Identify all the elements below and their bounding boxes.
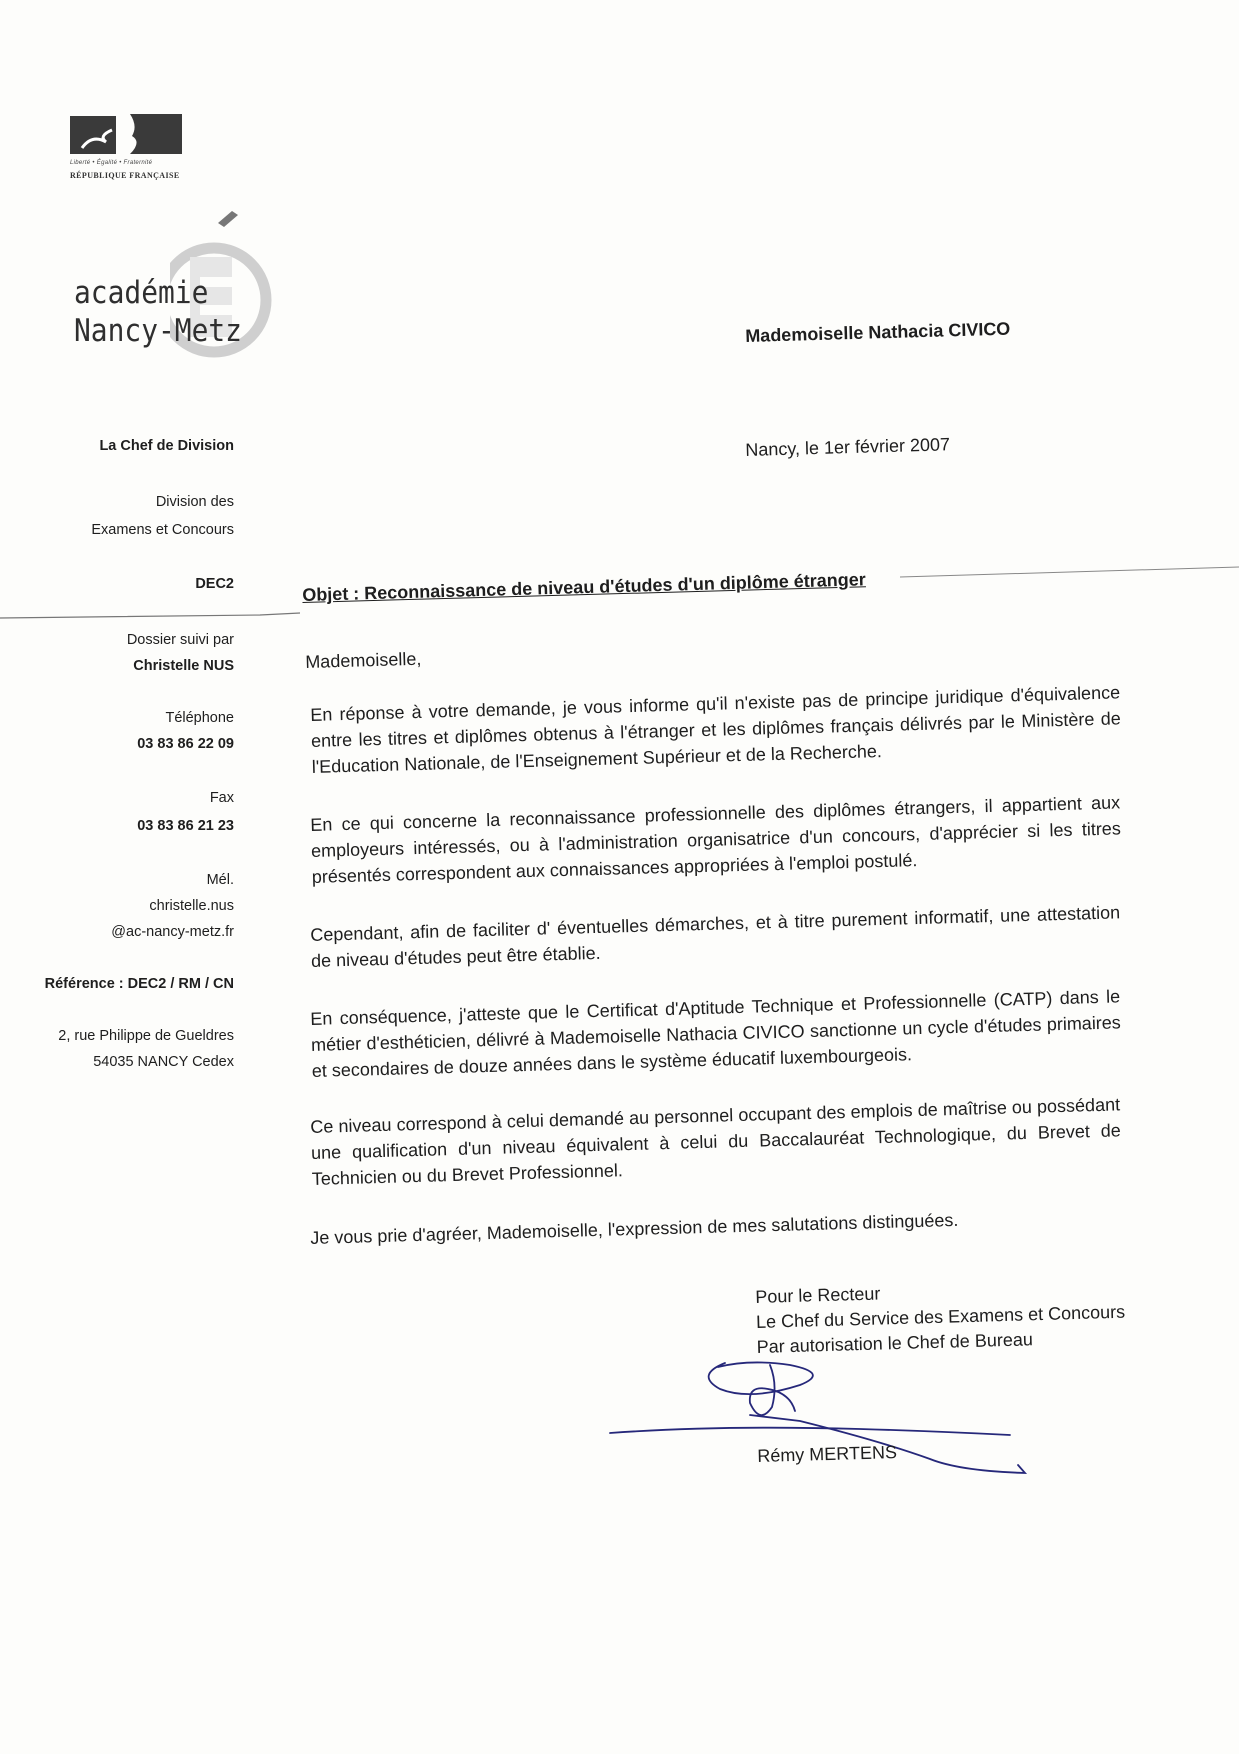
paragraph-5: Ce niveau correspond à celui demandé au personnel occupant des emplois de maîtrise ou possédant une qualification d'un niveau équivalent à celui du Baccalauréat Technologique, du Brevet de Technicien ou du Brevet Professionnel. bbox=[310, 1094, 1122, 1189]
recipient-name: Mademoiselle Nathacia CIVICO bbox=[745, 318, 1011, 346]
sender-title: La Chef de Division bbox=[99, 438, 234, 454]
paragraph-2: En ce qui concerne la reconnaissance professionnelle des diplômes étrangers, il appartient aux employeurs intéressés, ou à l'administration organisatrice d'un concours, d'apprécier si les titres présentés correspondent aux connaissances appropriées à l'emploi postulé. bbox=[310, 792, 1122, 887]
phone-number: 03 83 86 22 09 bbox=[137, 736, 234, 752]
address-line1: 2, rue Philippe de Gueldres bbox=[58, 1028, 234, 1044]
division-code: DEC2 bbox=[195, 576, 234, 592]
signature-line3: Par autorisation le Chef de Bureau bbox=[756, 1329, 1034, 1357]
paragraph-6: Je vous prie d'agréer, Mademoiselle, l'expression de mes salutations distinguées. bbox=[310, 1209, 959, 1248]
email-label: Mél. bbox=[206, 872, 234, 888]
signature-block bbox=[755, 1275, 1126, 1360]
signatory-name: Rémy MERTENS bbox=[757, 1442, 898, 1466]
fax-label: Fax bbox=[209, 790, 234, 806]
paragraph-3: Cependant, afin de faciliter d' éventuelles démarches, et à titre purement informatif, une attestation de niveau d'études peut être établie. bbox=[310, 902, 1121, 971]
email-line2: @ac-nancy-metz.fr bbox=[111, 924, 234, 940]
academie-label: académie bbox=[74, 275, 209, 311]
phone-label: Téléphone bbox=[165, 710, 234, 726]
republique-francaise-label: RÉPUBLIQUE FRANÇAISE bbox=[70, 171, 180, 180]
letter-date: Nancy, le 1er février 2007 bbox=[745, 434, 951, 460]
followed-by-label: Dossier suivi par bbox=[126, 632, 234, 648]
followed-by-name: Christelle NUS bbox=[133, 658, 234, 674]
signature-line2: Le Chef du Service des Examens et Concours bbox=[755, 1301, 1126, 1332]
division-line1: Division des bbox=[155, 494, 234, 510]
paragraph-4: En conséquence, j'atteste que le Certificat d'Aptitude Technique et Professionnelle (CATP) dans le métier d'esthéticien, délivré à Mademoiselle Nathacia CIVICO sanctionne un cycle d'études primaires et secondaires de douze années dans le système éducatif luxembourgeois. bbox=[310, 986, 1122, 1081]
letter-subject: Objet : Reconnaissance de niveau d'études d'un diplôme étranger bbox=[302, 569, 867, 605]
division-line2: Examens et Concours bbox=[91, 522, 234, 538]
signature-line1: Pour le Recteur bbox=[755, 1283, 881, 1307]
address-line2: 54035 NANCY Cedex bbox=[93, 1054, 234, 1070]
republique-motto: Liberté • Égalité • Fraternité bbox=[70, 160, 153, 166]
fax-number: 03 83 86 21 23 bbox=[137, 818, 234, 834]
reference: Référence : DEC2 / RM / CN bbox=[44, 976, 234, 992]
email-line1: christelle.nus bbox=[149, 898, 234, 914]
salutation: Mademoiselle, bbox=[305, 648, 422, 672]
paragraph-1: En réponse à votre demande, je vous informe qu'il n'existe pas de principe juridique d'équivalence entre les titres et diplômes obtenus à l'étranger et les diplômes français délivrés par le Ministère de l'Education Nationale, de l'Enseignement Supérieur et de la Recherche. bbox=[310, 682, 1122, 777]
academie-city-label: Nancy-Metz bbox=[74, 313, 242, 349]
